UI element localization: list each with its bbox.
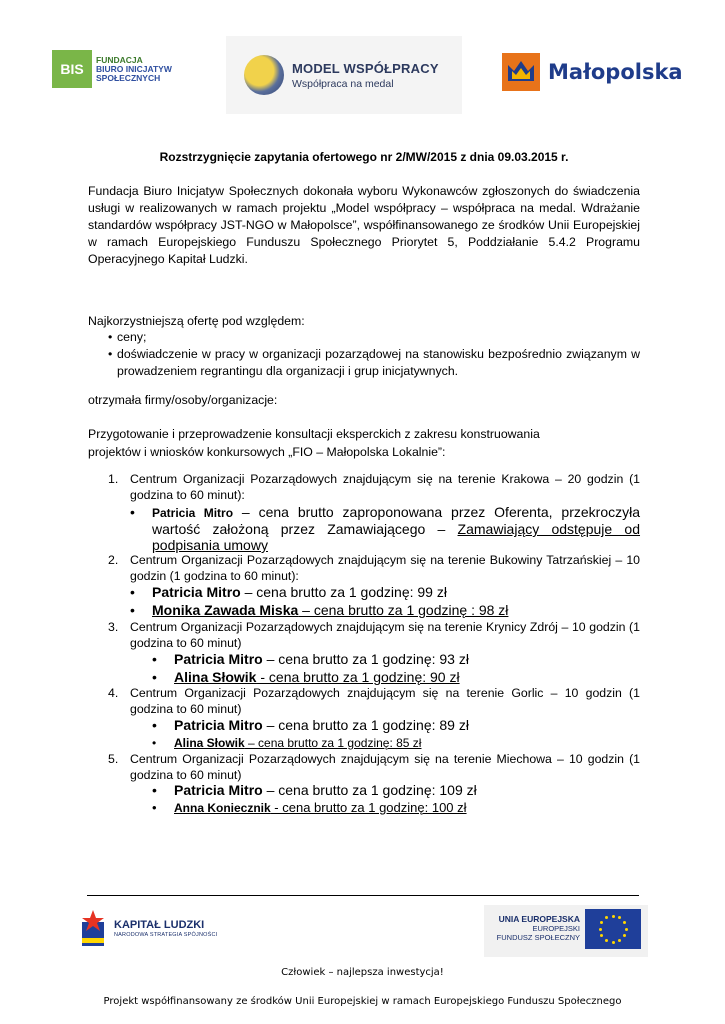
list-item: 2. Centrum Organizacji Pozarządowych znajdującym się na terenie Bukowiny Tatrzańskiej – 10 godzin (1 godzina to 60 minut): — [108, 553, 640, 583]
malopolska-crown-icon — [502, 53, 540, 91]
footer-cofinanced: Projekt współfinansowany ze środków Unii Europejskiej w ramach Europejskiego Funduszu Społecznego — [103, 996, 622, 1007]
received-line: otrzymała firmy/osoby/organizacje: — [88, 393, 278, 407]
offer-item: • Patricia Mitro – cena brutto za 1 godzinę: 109 zł — [152, 782, 477, 798]
offer-item: • Monika Zawada Miska – cena brutto za 1 godzinę : 98 zł — [130, 602, 509, 618]
bullet-icon: • — [108, 347, 113, 361]
eu-line-2: EUROPEJSKI — [532, 924, 580, 933]
scope-paragraph: Przygotowanie i przeprowadzenie konsultacji eksperckich z zakresu konstruowania projektów i wniosków konkursowych „FIO – Małopolska Lokalnie”: — [88, 427, 540, 459]
bis-logo-mark: BIS — [52, 50, 92, 88]
criteria-list — [108, 329, 640, 380]
bullet-icon: • — [152, 651, 157, 667]
bullet-icon: • — [130, 584, 135, 600]
bullet-icon: • — [152, 782, 157, 798]
model-title: MODEL WSPÓŁPRACY — [292, 60, 439, 76]
eu-star-icon — [605, 916, 608, 919]
eu-star-icon — [612, 915, 615, 918]
eu-star-icon — [618, 939, 621, 942]
eu-star-icon — [625, 928, 628, 931]
kl-subtitle: NARODOWA STRATEGIA SPÓJNOŚCI — [114, 931, 218, 938]
bis-line-1: FUNDACJA — [96, 54, 143, 65]
kapital-ludzki-emblem-icon — [80, 908, 106, 948]
offer-note: Zamawiający odstępuje od podpisania umowy — [152, 521, 641, 553]
eu-logo — [484, 905, 648, 957]
footer-divider — [87, 895, 639, 896]
eu-star-icon — [600, 921, 603, 924]
model-wspolpracy-logo — [226, 36, 462, 114]
malopolska-wordmark: Małopolska — [548, 60, 683, 84]
malopolska-logo — [502, 53, 683, 91]
offer-name: Patricia Mitro — [152, 506, 234, 520]
intro-paragraph: Fundacja Biuro Inicjatyw Społecznych dokonała wyboru Wykonawców zgłoszonych do świadczenia usługi w realizowanych w ramach projektu „Model współpracy – współpraca na medal. Wdrażanie standardów współpracy JST-NGO w Małopolsce”, współfinansowanego ze środków Unii Europejskiej w ramach Europejskiego Funduszu Społecznego Priorytet 5, Poddziałanie 5.4.2 Programu Operacyjnego Kapitał Ludzki. — [88, 184, 640, 266]
offer-item: • Patricia Mitro – cena brutto za 1 godzinę: 93 zł — [152, 651, 469, 667]
medal-ball-icon — [244, 55, 284, 95]
list-item: 5. Centrum Organizacji Pozarządowych znajdującym się na terenie Miechowa – 10 godzin (1 godzina to 60 minut) — [108, 752, 640, 782]
bis-line-3: SPOŁECZNYCH — [96, 72, 161, 83]
offer-item: • Anna Koniecznik - cena brutto za 1 godzinę: 100 zł — [152, 800, 467, 815]
kapital-ludzki-logo — [80, 908, 217, 948]
eu-star-icon — [612, 941, 615, 944]
bullet-icon: • — [152, 736, 157, 750]
criteria-item: • doświadczenie w pracy w organizacji pozarządowej na stanowisku bezpośrednio związanym w prowadzeniem regrantingu dla organizacji i grup inicjatywnych. — [108, 347, 640, 378]
eu-star-icon — [623, 921, 626, 924]
criteria-intro: Najkorzystniejszą ofertę pod względem: — [88, 314, 305, 328]
eu-star-icon — [599, 928, 602, 931]
model-subtitle: Współpraca na medal — [292, 77, 394, 90]
list-item: 4. Centrum Organizacji Pozarządowych znajdującym się na terenie Gorlic – 10 godzin (1 godzina to 60 minut) — [108, 686, 640, 716]
bullet-icon: • — [130, 602, 135, 618]
eu-star-icon — [618, 916, 621, 919]
offer-item: • Alina Słowik – cena brutto za 1 godzinę: 85 zł — [152, 736, 422, 750]
criteria-item: • ceny; — [108, 330, 147, 344]
offer-item: • Patricia Mitro – cena brutto zaproponowana przez Oferenta, przekroczyła wartość założoną przez Zamawiającego – Zamawiający odstępuje od podpisania umowy — [130, 504, 641, 553]
kl-title: KAPITAŁ LUDZKI — [114, 918, 205, 931]
offer-item: • Patricia Mitro – cena brutto za 1 godzinę: 99 zł — [130, 584, 447, 600]
eu-star-icon — [605, 939, 608, 942]
bullet-icon: • — [152, 800, 157, 815]
document-title: Rozstrzygnięcie zapytania ofertowego nr 2/MW/2015 z dnia 09.03.2015 r. — [159, 150, 569, 164]
bullet-icon: • — [130, 504, 135, 520]
bullet-icon: • — [152, 669, 157, 685]
bis-logo — [52, 50, 172, 88]
bullet-icon: • — [108, 330, 113, 344]
eu-line-1: UNIA EUROPEJSKA — [498, 914, 580, 924]
eu-line-3: FUNDUSZ SPOŁECZNY — [496, 933, 580, 942]
bis-line-2: BIURO INICJATYW — [96, 63, 172, 74]
eu-star-icon — [600, 934, 603, 937]
list-item: 3. Centrum Organizacji Pozarządowych znajdującym się na terenie Krynicy Zdrój – 10 godzin (1 godzina to 60 minut) — [108, 620, 640, 650]
footer-slogan: Człowiek – najlepsza inwestycja! — [281, 967, 444, 978]
bullet-icon: • — [152, 717, 157, 733]
offer-item: • Alina Słowik - cena brutto za 1 godzinę: 90 zł — [152, 669, 460, 685]
list-item: 1. Centrum Organizacji Pozarządowych znajdującym się na terenie Krakowa – 20 godzin (1 godzina to 60 minut): — [108, 472, 640, 502]
offer-item: • Patricia Mitro – cena brutto za 1 godzinę: 89 zł — [152, 717, 469, 733]
eu-flag-icon — [585, 909, 641, 949]
eu-star-icon — [623, 934, 626, 937]
